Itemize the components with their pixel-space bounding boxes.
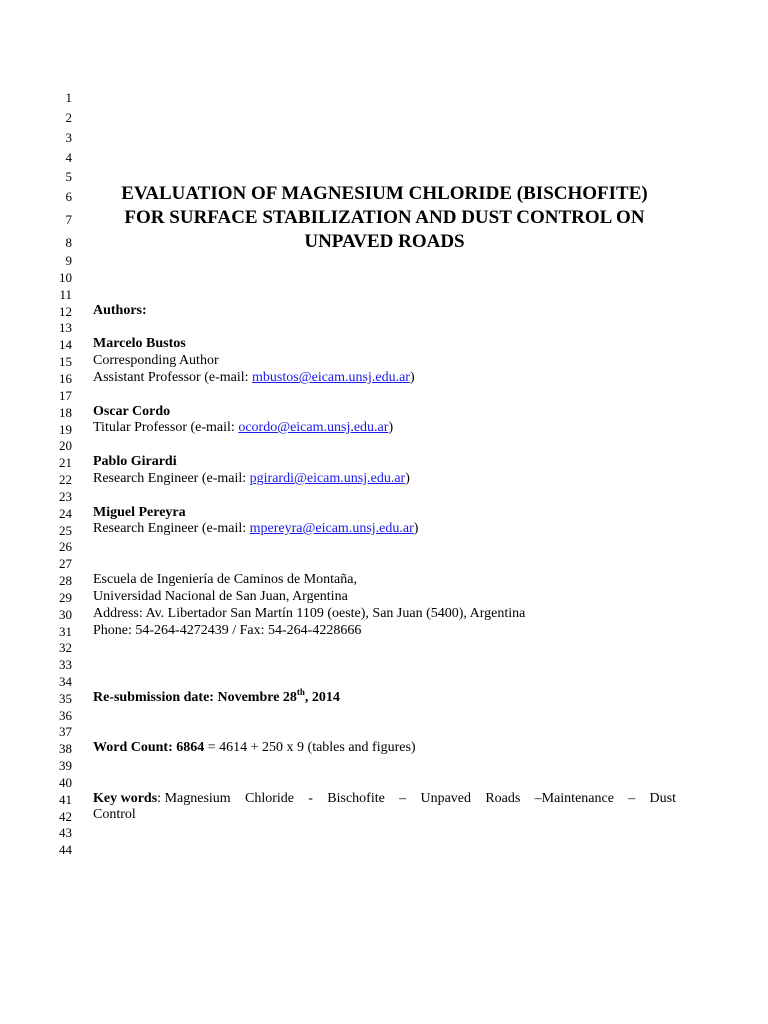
line-number: 22 (59, 472, 72, 487)
line-number: 7 (65, 212, 72, 227)
line-number: 11 (59, 287, 72, 302)
author-name: Marcelo Bustos (93, 336, 186, 351)
line-number: 24 (59, 506, 72, 521)
line-number: 34 (59, 674, 72, 689)
line-number: 23 (59, 489, 72, 504)
line-number: 19 (59, 422, 72, 437)
line-number: 8 (65, 235, 72, 250)
author-note: Corresponding Author (93, 353, 219, 368)
line-number: 35 (59, 691, 72, 706)
line-number: 33 (59, 657, 72, 672)
line-number: 3 (65, 130, 72, 145)
author-role: Titular Professor (e-mail: ocordo@eicam.unsj.edu.ar) (93, 420, 394, 435)
line-number: 13 (59, 320, 72, 335)
title-line-1: EVALUATION OF MAGNESIUM CHLORIDE (BISCHOFITE) (121, 183, 648, 204)
line-number: 14 (59, 337, 72, 352)
institution-line-2: Universidad Nacional de San Juan, Argentina (93, 589, 348, 604)
line-number: 2 (65, 110, 72, 125)
title-line-2: FOR SURFACE STABILIZATION AND DUST CONTROL ON (124, 207, 645, 228)
keywords-line-1: Key words: Magnesium Chloride - Bischofite – Unpaved Roads –Maintenance – Dust (93, 791, 676, 806)
author-name: Miguel Pereyra (93, 505, 186, 520)
title-line-3: UNPAVED ROADS (304, 231, 465, 252)
line-number: 30 (59, 607, 72, 622)
line-number: 37 (59, 724, 72, 739)
line-number: 15 (59, 354, 72, 369)
line-number: 40 (59, 775, 72, 790)
author-email-link[interactable]: mbustos@eicam.unsj.edu.ar (252, 370, 410, 385)
author-role: Research Engineer (e-mail: mpereyra@eicam.unsj.edu.ar) (93, 521, 419, 536)
author-email-link[interactable]: pgirardi@eicam.unsj.edu.ar (249, 471, 406, 486)
institution-phone: Phone: 54-264-4272439 / Fax: 54-264-4228666 (93, 623, 362, 638)
institution-line-1: Escuela de Ingeniería de Caminos de Montaña, (93, 572, 357, 587)
line-number: 1 (65, 90, 72, 105)
line-number: 17 (59, 388, 72, 403)
line-number: 10 (59, 270, 72, 285)
line-number: 39 (59, 758, 72, 773)
line-number: 25 (59, 523, 72, 538)
line-number: 20 (59, 438, 72, 453)
line-number: 5 (65, 169, 72, 184)
word-count: Word Count: 6864 = 4614 + 250 x 9 (tables and figures) (93, 740, 416, 755)
line-number: 36 (59, 708, 72, 723)
author-role: Research Engineer (e-mail: pgirardi@eicam.unsj.edu.ar) (93, 471, 410, 486)
line-number: 42 (59, 809, 72, 824)
authors-heading: Authors: (93, 303, 147, 318)
line-number: 31 (59, 624, 72, 639)
line-number: 38 (59, 741, 72, 756)
line-number: 12 (59, 304, 72, 319)
line-number: 27 (59, 556, 72, 571)
institution-address: Address: Av. Libertador San Martín 1109 (oeste), San Juan (5400), Argentina (93, 606, 526, 621)
line-number: 26 (59, 539, 72, 554)
line-number: 32 (59, 640, 72, 655)
line-number: 29 (59, 590, 72, 605)
line-number: 6 (65, 189, 72, 204)
author-name: Oscar Cordo (93, 404, 171, 419)
line-number: 16 (59, 371, 72, 386)
line-number: 21 (59, 455, 72, 470)
line-number: 41 (59, 792, 72, 807)
author-role: Assistant Professor (e-mail: mbustos@eicam.unsj.edu.ar) (93, 370, 415, 385)
author-email-link[interactable]: mpereyra@eicam.unsj.edu.ar (249, 521, 414, 536)
author-name: Pablo Girardi (93, 454, 177, 469)
line-number: 9 (65, 253, 72, 268)
line-number: 18 (59, 405, 72, 420)
keywords-line-2: Control (93, 807, 136, 822)
line-number: 4 (65, 150, 72, 165)
line-number: 44 (59, 842, 72, 857)
line-number: 43 (59, 825, 72, 840)
line-number: 28 (59, 573, 72, 588)
author-email-link[interactable]: ocordo@eicam.unsj.edu.ar (238, 420, 389, 435)
resubmission-date: Re-submission date: Novembre 28th, 2014 (93, 687, 340, 705)
